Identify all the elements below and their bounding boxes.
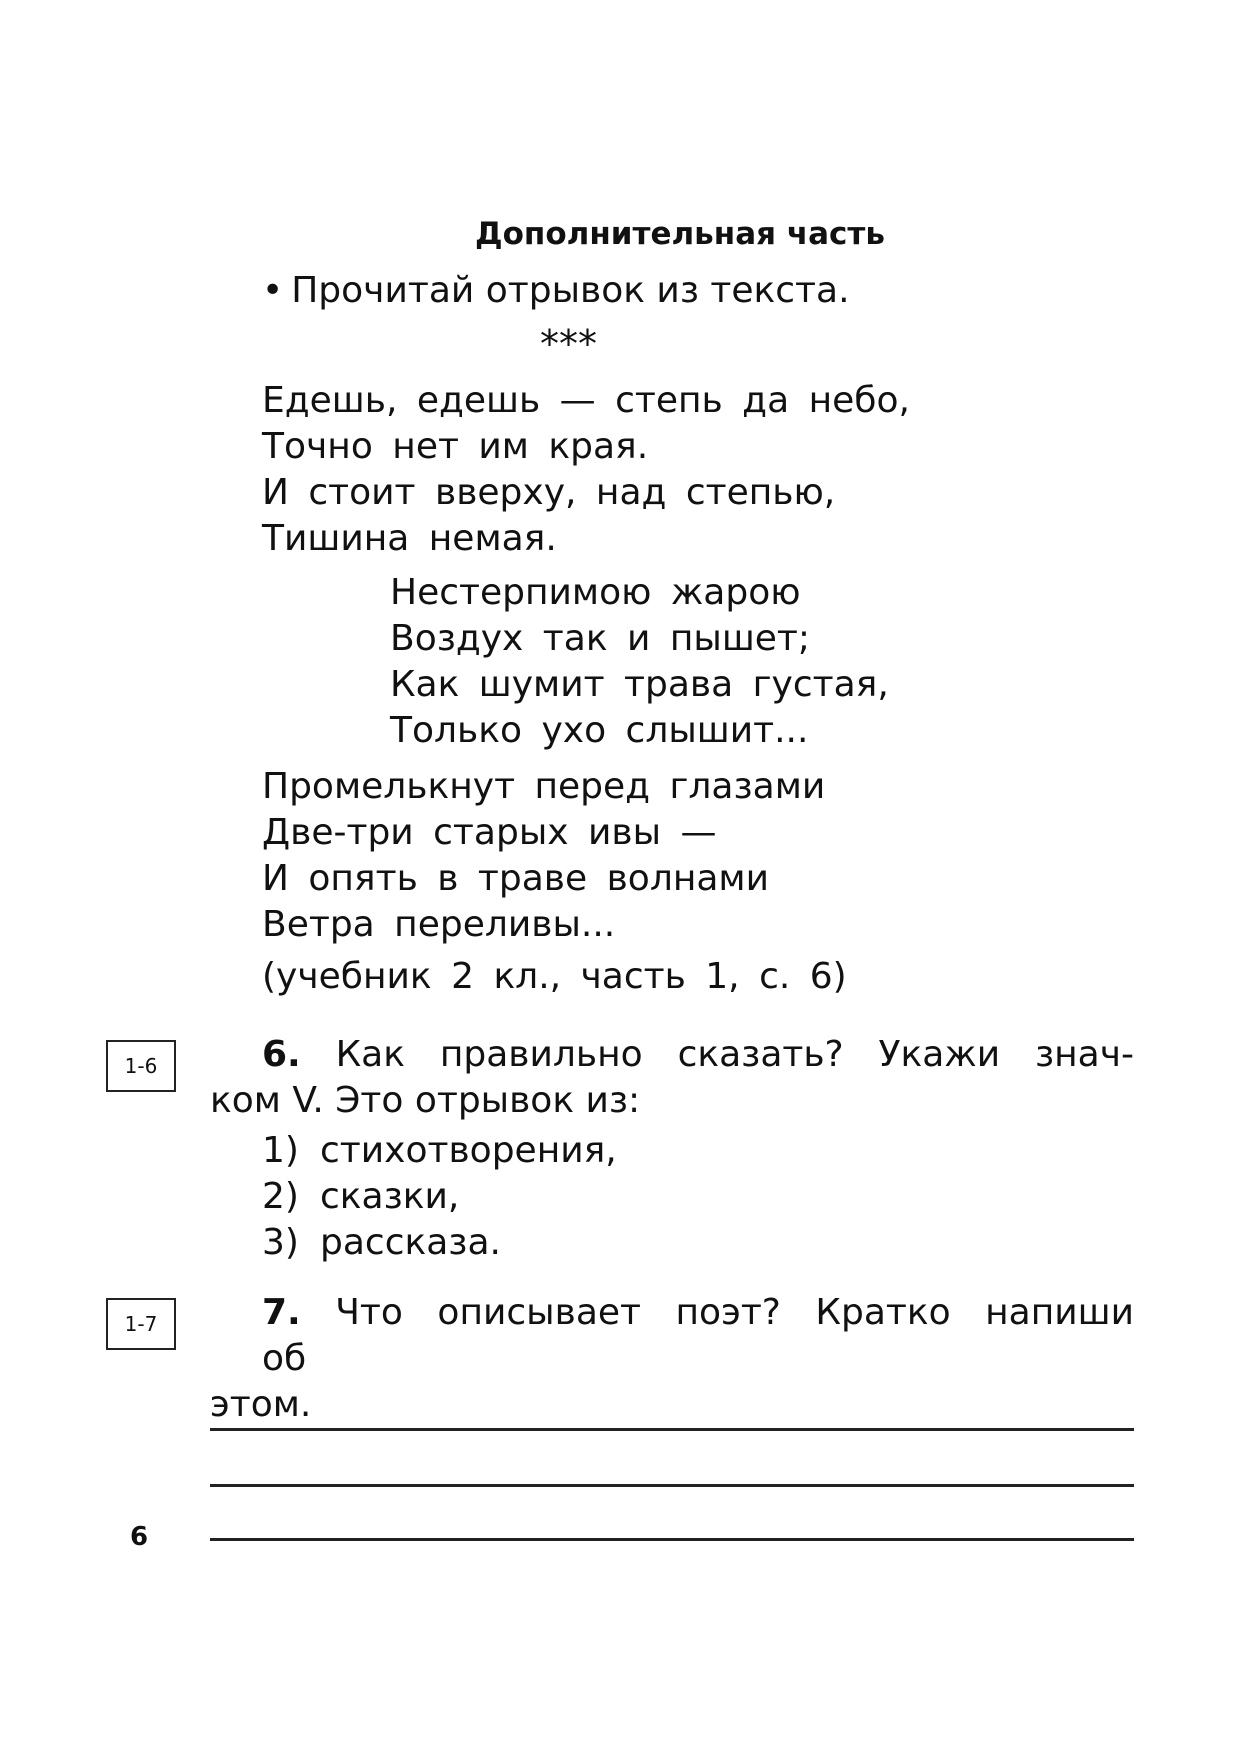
question-6 — [210, 1032, 1134, 1124]
bullet-icon: • — [262, 270, 284, 311]
question-6-line-2: ком V. Это отрывок из: — [210, 1080, 641, 1121]
option-item[interactable] — [262, 1220, 617, 1266]
answer-line-1[interactable] — [210, 1428, 1134, 1431]
poem-line: Точно нет им края. — [262, 426, 649, 467]
poem-line: Промелькнут перед глазами — [262, 766, 826, 807]
poem-line: Воздух так и пышет; — [390, 618, 811, 659]
answer-line-3[interactable] — [210, 1538, 1134, 1541]
section-title: Дополнительная часть — [475, 216, 885, 252]
option-number: 1) — [262, 1130, 299, 1171]
instruction-text: Прочитай отрывок из текста. — [291, 270, 850, 311]
question-6-number: 6. — [262, 1034, 301, 1075]
option-text: сказки, — [320, 1176, 460, 1217]
poem-line: Как шумит трава густая, — [390, 664, 889, 705]
option-number: 3) — [262, 1222, 299, 1263]
question-6-line-1 — [210, 1032, 1134, 1078]
poem-line: Две-три старых ивы — — [262, 812, 717, 853]
question-7-line-1 — [210, 1290, 1134, 1382]
question-6-code-box: 1-6 — [106, 1040, 176, 1092]
answer-line-2[interactable] — [210, 1484, 1134, 1487]
question-7-line-2: этом. — [210, 1384, 312, 1425]
reading-instruction — [262, 270, 850, 311]
question-7-number: 7. — [262, 1292, 301, 1333]
poem-stars: *** — [540, 322, 597, 366]
question-7-code-box: 1-7 — [106, 1298, 176, 1350]
poem-stanza-3 — [262, 764, 825, 948]
poem-line: И стоит вверху, над степью, — [262, 472, 836, 513]
question-7 — [210, 1290, 1134, 1428]
poem-stanza-1 — [262, 378, 910, 562]
option-number: 2) — [262, 1176, 299, 1217]
page-number: 6 — [130, 1522, 149, 1552]
poem-source: (учебник 2 кл., часть 1, с. 6) — [262, 956, 847, 997]
question-7-text-1: Что описывает поэт? Кратко напиши об — [262, 1292, 1134, 1379]
question-6-options — [262, 1128, 617, 1266]
poem-stanza-2 — [390, 570, 889, 754]
poem-line: И опять в траве волнами — [262, 858, 769, 899]
poem-line: Только ухо слышит... — [390, 710, 809, 751]
option-item[interactable] — [262, 1174, 617, 1220]
poem-line: Ветра переливы... — [262, 904, 616, 945]
poem-line: Едешь, едешь — степь да небо, — [262, 380, 910, 421]
option-text: рассказа. — [320, 1222, 501, 1263]
option-item[interactable] — [262, 1128, 617, 1174]
poem-line: Тишина немая. — [262, 518, 557, 559]
question-6-text-1: Как правильно сказать? Укажи знач- — [335, 1034, 1134, 1075]
poem-line: Нестерпимою жарою — [390, 572, 801, 613]
option-text: стихотворения, — [320, 1130, 617, 1171]
